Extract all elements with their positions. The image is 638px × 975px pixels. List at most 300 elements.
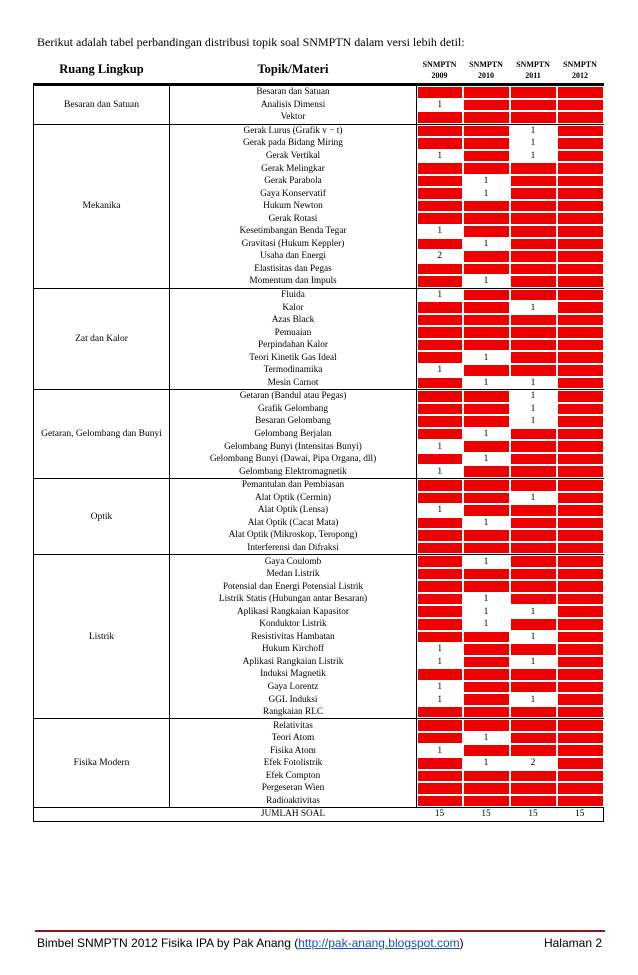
count-cell bbox=[557, 744, 604, 757]
topic-cell: Gravitasi (Hukum Keppler) bbox=[170, 238, 417, 251]
count-cell: 1 bbox=[510, 631, 557, 644]
count-cell bbox=[557, 618, 604, 631]
count-cell bbox=[510, 200, 557, 213]
count-cell: 1 bbox=[417, 364, 463, 377]
count-cell bbox=[510, 555, 557, 568]
count-cell bbox=[463, 200, 510, 213]
count-cell bbox=[417, 314, 463, 327]
count-cell bbox=[557, 403, 604, 416]
topic-cell: Gerak Melingkar bbox=[170, 162, 417, 175]
footer-credit-text: Bimbel SNMPTN 2012 Fisika IPA by Pak Anang ( bbox=[37, 936, 299, 950]
count-cell bbox=[557, 631, 604, 644]
section-name: Fisika Modern bbox=[34, 719, 170, 808]
count-cell bbox=[557, 706, 604, 719]
total-value: 15 bbox=[417, 808, 463, 822]
count-cell bbox=[463, 643, 510, 656]
topic-cell: Besaran dan Satuan bbox=[170, 85, 417, 99]
count-cell bbox=[510, 732, 557, 745]
count-cell bbox=[510, 263, 557, 276]
topic-cell: Gaya Lorentz bbox=[170, 681, 417, 694]
count-cell bbox=[463, 162, 510, 175]
count-cell bbox=[463, 529, 510, 542]
count-cell bbox=[557, 301, 604, 314]
count-cell bbox=[557, 757, 604, 770]
count-cell bbox=[417, 175, 463, 188]
count-cell bbox=[510, 364, 557, 377]
count-cell bbox=[463, 668, 510, 681]
count-cell bbox=[417, 782, 463, 795]
intro-text: Berikut adalah tabel perbandingan distribusi topik soal SNMPTN dalam versi lebih detil: bbox=[37, 35, 465, 49]
count-cell bbox=[557, 187, 604, 200]
count-cell bbox=[417, 111, 463, 124]
count-cell bbox=[510, 111, 557, 124]
count-cell: 2 bbox=[510, 757, 557, 770]
section-name: Zat dan Kalor bbox=[34, 288, 170, 389]
count-cell bbox=[510, 326, 557, 339]
count-cell bbox=[557, 212, 604, 225]
count-cell bbox=[417, 377, 463, 390]
count-cell bbox=[417, 351, 463, 364]
count-cell bbox=[557, 390, 604, 403]
header-year-2012 bbox=[557, 56, 604, 85]
count-cell: 1 bbox=[463, 732, 510, 745]
topic-cell: Gerak Parabola bbox=[170, 175, 417, 188]
topic-cell: Aplikasi Rangkaian Listrik bbox=[170, 656, 417, 669]
count-cell bbox=[510, 782, 557, 795]
footer-credit bbox=[37, 936, 464, 950]
count-cell bbox=[417, 200, 463, 213]
count-cell bbox=[510, 719, 557, 732]
topic-cell: Gelombang Bunyi (Dawai, Pipa Organa, dll) bbox=[170, 453, 417, 466]
count-cell bbox=[463, 301, 510, 314]
topic-cell: Termodinamika bbox=[170, 364, 417, 377]
topic-cell: Radioaktivitas bbox=[170, 795, 417, 808]
count-cell bbox=[557, 580, 604, 593]
count-cell bbox=[557, 137, 604, 150]
topic-cell: Alat Optik (Cermin) bbox=[170, 492, 417, 505]
section-name: Optik bbox=[34, 478, 170, 554]
count-cell bbox=[463, 465, 510, 478]
count-cell bbox=[417, 668, 463, 681]
count-cell bbox=[463, 415, 510, 428]
count-cell bbox=[510, 288, 557, 301]
count-cell bbox=[557, 568, 604, 581]
count-cell bbox=[463, 263, 510, 276]
topic-cell: Pemantulan dan Pembiasan bbox=[170, 478, 417, 491]
total-value: 15 bbox=[510, 808, 557, 822]
table-row bbox=[34, 478, 604, 491]
count-cell: 1 bbox=[510, 377, 557, 390]
topic-cell: Gelombang Berjalan bbox=[170, 428, 417, 441]
count-cell bbox=[463, 111, 510, 124]
count-cell bbox=[557, 517, 604, 530]
topic-cell: Gerak Rotasi bbox=[170, 212, 417, 225]
page-number: Halaman 2 bbox=[543, 936, 602, 950]
count-cell bbox=[557, 99, 604, 112]
count-cell bbox=[463, 212, 510, 225]
count-cell bbox=[463, 390, 510, 403]
header-year-part: 2012 bbox=[572, 70, 588, 80]
footer-divider bbox=[35, 930, 605, 932]
count-cell bbox=[463, 656, 510, 669]
topic-cell: Alat Optik (Mikroskop, Teropong) bbox=[170, 529, 417, 542]
count-cell: 1 bbox=[510, 415, 557, 428]
count-cell bbox=[557, 605, 604, 618]
count-cell bbox=[417, 631, 463, 644]
count-cell bbox=[510, 517, 557, 530]
count-cell: 1 bbox=[463, 605, 510, 618]
topic-cell: Resistivitas Hambatan bbox=[170, 631, 417, 644]
count-cell bbox=[510, 162, 557, 175]
table-row bbox=[34, 719, 604, 732]
count-cell bbox=[463, 770, 510, 783]
count-cell bbox=[463, 225, 510, 238]
count-cell: 1 bbox=[417, 99, 463, 112]
count-cell bbox=[557, 656, 604, 669]
topic-cell: Rangkaian RLC bbox=[170, 706, 417, 719]
count-cell bbox=[557, 263, 604, 276]
count-cell bbox=[510, 542, 557, 555]
count-cell bbox=[417, 85, 463, 99]
count-cell bbox=[510, 314, 557, 327]
count-cell bbox=[463, 440, 510, 453]
count-cell: 1 bbox=[417, 744, 463, 757]
count-cell bbox=[557, 795, 604, 808]
header-year-part: 2011 bbox=[525, 70, 541, 80]
total-value: 15 bbox=[463, 808, 510, 822]
count-cell bbox=[463, 568, 510, 581]
topic-cell: Pemuaian bbox=[170, 326, 417, 339]
table-row bbox=[34, 124, 604, 137]
topic-cell: Usaha dan Energi bbox=[170, 250, 417, 263]
count-cell bbox=[510, 351, 557, 364]
footer-blog-link[interactable]: http://pak-anang.blogspot.com bbox=[298, 936, 460, 950]
header-year-2011 bbox=[510, 56, 557, 85]
topic-cell: Gelombang Bunyi (Intensitas Bunyi) bbox=[170, 440, 417, 453]
count-cell: 1 bbox=[510, 137, 557, 150]
count-cell bbox=[417, 415, 463, 428]
topic-cell: Gerak Vertikal bbox=[170, 150, 417, 163]
section-name: Mekanika bbox=[34, 124, 170, 288]
count-cell bbox=[510, 593, 557, 606]
footer-credit-close: ) bbox=[459, 936, 464, 950]
topic-cell: Konduktor Listrik bbox=[170, 618, 417, 631]
count-cell bbox=[557, 668, 604, 681]
count-cell: 1 bbox=[463, 175, 510, 188]
count-cell bbox=[417, 732, 463, 745]
count-cell bbox=[417, 706, 463, 719]
count-cell: 1 bbox=[417, 465, 463, 478]
count-cell bbox=[557, 555, 604, 568]
count-cell: 1 bbox=[417, 656, 463, 669]
count-cell bbox=[417, 137, 463, 150]
count-cell bbox=[557, 465, 604, 478]
count-cell bbox=[557, 593, 604, 606]
count-cell: 1 bbox=[463, 517, 510, 530]
count-cell: 1 bbox=[463, 593, 510, 606]
count-cell bbox=[463, 478, 510, 491]
count-cell bbox=[417, 568, 463, 581]
count-cell bbox=[557, 542, 604, 555]
table-row bbox=[34, 555, 604, 568]
topic-cell: Kalor bbox=[170, 301, 417, 314]
topic-cell: Grafik Gelombang bbox=[170, 403, 417, 416]
count-cell bbox=[463, 706, 510, 719]
count-cell bbox=[510, 453, 557, 466]
count-cell: 1 bbox=[510, 124, 557, 137]
count-cell bbox=[510, 339, 557, 352]
count-cell bbox=[557, 492, 604, 505]
count-cell bbox=[463, 250, 510, 263]
count-cell: 1 bbox=[510, 656, 557, 669]
count-cell bbox=[417, 795, 463, 808]
count-cell bbox=[510, 238, 557, 251]
count-cell: 2 bbox=[417, 250, 463, 263]
topic-cell: Mesin Carnot bbox=[170, 377, 417, 390]
topic-cell: Momentum dan Impuls bbox=[170, 275, 417, 288]
count-cell: 1 bbox=[463, 351, 510, 364]
table-row bbox=[34, 288, 604, 301]
count-cell bbox=[557, 326, 604, 339]
topic-cell: GGL Induksi bbox=[170, 693, 417, 706]
count-cell bbox=[463, 580, 510, 593]
count-cell bbox=[557, 314, 604, 327]
count-cell bbox=[417, 605, 463, 618]
total-row bbox=[34, 808, 604, 822]
topic-cell: Pergeseran Wien bbox=[170, 782, 417, 795]
count-cell bbox=[510, 440, 557, 453]
count-cell: 1 bbox=[417, 504, 463, 517]
count-cell bbox=[557, 351, 604, 364]
count-cell bbox=[463, 631, 510, 644]
count-cell bbox=[557, 681, 604, 694]
count-cell bbox=[510, 643, 557, 656]
count-cell bbox=[557, 453, 604, 466]
count-cell bbox=[417, 326, 463, 339]
count-cell bbox=[557, 339, 604, 352]
topic-cell: Interferensi dan Difraksi bbox=[170, 542, 417, 555]
count-cell: 1 bbox=[510, 403, 557, 416]
count-cell: 1 bbox=[510, 492, 557, 505]
count-cell: 1 bbox=[417, 681, 463, 694]
count-cell bbox=[557, 440, 604, 453]
header-year-part: SNMPTN bbox=[422, 59, 457, 69]
count-cell bbox=[557, 85, 604, 99]
topic-cell: Efek Compton bbox=[170, 770, 417, 783]
topic-cell: Hukum Newton bbox=[170, 200, 417, 213]
count-cell bbox=[463, 403, 510, 416]
count-cell bbox=[557, 415, 604, 428]
total-value: 15 bbox=[557, 808, 604, 822]
count-cell bbox=[557, 643, 604, 656]
count-cell bbox=[463, 124, 510, 137]
count-cell bbox=[417, 517, 463, 530]
topic-cell: Gelombang Elektromagnetik bbox=[170, 465, 417, 478]
count-cell bbox=[510, 225, 557, 238]
topic-cell: Aplikasi Rangkaian Kapasitor bbox=[170, 605, 417, 618]
count-cell bbox=[557, 124, 604, 137]
count-cell bbox=[510, 668, 557, 681]
count-cell: 1 bbox=[510, 301, 557, 314]
count-cell bbox=[557, 364, 604, 377]
table-row bbox=[34, 85, 604, 99]
count-cell: 1 bbox=[417, 643, 463, 656]
topic-cell: Efek Fotolistrik bbox=[170, 757, 417, 770]
count-cell bbox=[463, 744, 510, 757]
count-cell bbox=[463, 782, 510, 795]
count-cell bbox=[557, 111, 604, 124]
topic-cell: Getaran (Bandul atau Pegas) bbox=[170, 390, 417, 403]
topic-cell: Fisika Atom bbox=[170, 744, 417, 757]
topic-cell: Alat Optik (Cacat Mata) bbox=[170, 517, 417, 530]
count-cell: 1 bbox=[417, 440, 463, 453]
count-cell bbox=[417, 757, 463, 770]
topic-cell: Induksi Magnetik bbox=[170, 668, 417, 681]
count-cell bbox=[557, 428, 604, 441]
count-cell bbox=[463, 795, 510, 808]
count-cell bbox=[510, 465, 557, 478]
count-cell bbox=[463, 137, 510, 150]
table-row bbox=[34, 390, 604, 403]
count-cell bbox=[417, 390, 463, 403]
count-cell bbox=[557, 377, 604, 390]
count-cell bbox=[557, 250, 604, 263]
count-cell bbox=[510, 187, 557, 200]
count-cell bbox=[557, 150, 604, 163]
count-cell bbox=[557, 200, 604, 213]
topic-cell: Alat Optik (Lensa) bbox=[170, 504, 417, 517]
section-name: Listrik bbox=[34, 555, 170, 719]
total-label: JUMLAH SOAL bbox=[170, 808, 417, 822]
count-cell: 1 bbox=[463, 555, 510, 568]
count-cell bbox=[510, 428, 557, 441]
topic-cell: Gaya Konservatif bbox=[170, 187, 417, 200]
topic-cell: Kesetimbangan Benda Tegar bbox=[170, 225, 417, 238]
count-cell bbox=[417, 263, 463, 276]
header-year-part: 2009 bbox=[431, 70, 448, 80]
count-cell bbox=[557, 288, 604, 301]
count-cell bbox=[510, 568, 557, 581]
section-name: Besaran dan Satuan bbox=[34, 85, 170, 125]
count-cell: 1 bbox=[510, 150, 557, 163]
count-cell: 1 bbox=[510, 693, 557, 706]
count-cell bbox=[417, 275, 463, 288]
count-cell bbox=[510, 706, 557, 719]
topic-cell: Elastisitas dan Pegas bbox=[170, 263, 417, 276]
count-cell bbox=[510, 529, 557, 542]
count-cell: 1 bbox=[463, 377, 510, 390]
count-cell bbox=[417, 478, 463, 491]
header-year-2010 bbox=[463, 56, 510, 85]
count-cell bbox=[417, 162, 463, 175]
header-year-part: 2010 bbox=[478, 70, 494, 80]
count-cell: 1 bbox=[417, 225, 463, 238]
topic-cell: Fluida bbox=[170, 288, 417, 301]
count-cell bbox=[557, 719, 604, 732]
table-header-row bbox=[34, 56, 604, 85]
count-cell bbox=[510, 478, 557, 491]
count-cell bbox=[417, 770, 463, 783]
count-cell bbox=[557, 225, 604, 238]
count-cell bbox=[463, 314, 510, 327]
count-cell bbox=[557, 782, 604, 795]
count-cell bbox=[557, 478, 604, 491]
count-cell: 1 bbox=[463, 275, 510, 288]
count-cell bbox=[510, 275, 557, 288]
header-ruang-lingkup: Ruang Lingkup bbox=[34, 56, 170, 85]
count-cell bbox=[510, 85, 557, 99]
count-cell bbox=[417, 403, 463, 416]
count-cell bbox=[557, 732, 604, 745]
count-cell bbox=[417, 212, 463, 225]
count-cell bbox=[417, 238, 463, 251]
count-cell bbox=[510, 212, 557, 225]
topic-cell: Listrik Statis (Hubungan antar Besaran) bbox=[170, 593, 417, 606]
count-cell bbox=[557, 162, 604, 175]
header-topik-materi: Topik/Materi bbox=[170, 56, 417, 85]
count-cell bbox=[557, 693, 604, 706]
count-cell bbox=[417, 187, 463, 200]
header-year-part: SNMPTN bbox=[469, 59, 503, 69]
topic-distribution-table bbox=[33, 56, 604, 822]
count-cell bbox=[463, 288, 510, 301]
count-cell bbox=[463, 719, 510, 732]
topic-cell: Gaya Coulomb bbox=[170, 555, 417, 568]
count-cell bbox=[463, 326, 510, 339]
count-cell bbox=[417, 618, 463, 631]
count-cell bbox=[463, 504, 510, 517]
topic-cell: Perpindahan Kalor bbox=[170, 339, 417, 352]
count-cell: 1 bbox=[510, 390, 557, 403]
count-cell: 1 bbox=[463, 187, 510, 200]
count-cell: 1 bbox=[463, 238, 510, 251]
count-cell: 1 bbox=[463, 453, 510, 466]
count-cell bbox=[557, 504, 604, 517]
section-name: Getaran, Gelombang dan Bunyi bbox=[34, 390, 170, 479]
count-cell bbox=[557, 275, 604, 288]
topic-cell: Gerak Lurus (Grafik v − t) bbox=[170, 124, 417, 137]
count-cell bbox=[510, 99, 557, 112]
count-cell: 1 bbox=[463, 618, 510, 631]
count-cell bbox=[557, 238, 604, 251]
topic-cell: Teori Atom bbox=[170, 732, 417, 745]
count-cell bbox=[463, 693, 510, 706]
count-cell bbox=[417, 580, 463, 593]
count-cell bbox=[510, 580, 557, 593]
topic-cell: Relativitas bbox=[170, 719, 417, 732]
topic-cell: Besaran Gelombang bbox=[170, 415, 417, 428]
count-cell bbox=[417, 555, 463, 568]
count-cell bbox=[510, 795, 557, 808]
count-cell bbox=[510, 744, 557, 757]
topic-cell: Teori Kinetik Gas Ideal bbox=[170, 351, 417, 364]
count-cell bbox=[417, 593, 463, 606]
count-cell bbox=[463, 99, 510, 112]
count-cell bbox=[557, 175, 604, 188]
topic-cell: Vektor bbox=[170, 111, 417, 124]
header-year-part: SNMPTN bbox=[563, 59, 597, 69]
count-cell bbox=[510, 504, 557, 517]
count-cell bbox=[417, 339, 463, 352]
count-cell bbox=[417, 719, 463, 732]
count-cell: 1 bbox=[417, 693, 463, 706]
count-cell bbox=[463, 542, 510, 555]
count-cell bbox=[510, 250, 557, 263]
total-blank-cell bbox=[34, 808, 170, 822]
count-cell: 1 bbox=[417, 150, 463, 163]
count-cell bbox=[463, 492, 510, 505]
count-cell bbox=[417, 453, 463, 466]
